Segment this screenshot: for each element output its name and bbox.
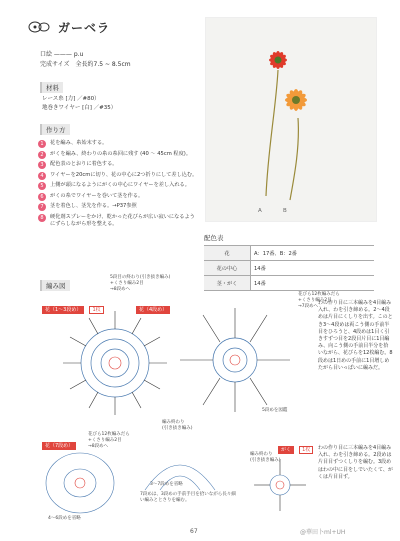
materials-line-2: 地巻きワイヤー [白] ／#35） <box>42 105 117 111</box>
flower-b-label: 花（4段め） <box>136 306 170 314</box>
flower-ornament-icon <box>28 20 54 34</box>
diagram-note-right: 花びら12枚編みだら +くさり編み2目 →7段めへ <box>298 292 340 309</box>
howto-step: 8 硬化剤スプレーをかけ、乾かった花びらが広い寂いになるようにずらしながら形を整える。 <box>38 214 198 228</box>
color-table-heading: 配色表 <box>204 234 224 242</box>
crochet-chart-calyx <box>248 455 313 515</box>
howto-step: 3 配色表のとおりに着色する。 <box>38 161 198 169</box>
flower-a-count: 1枚 <box>89 306 103 314</box>
diagram-note-rows: 5段めを図鑑 <box>262 408 288 413</box>
diagram-note-end: 編み終わり (引き抜き編み) <box>162 420 193 431</box>
crochet-chart-flower-petals <box>175 300 300 418</box>
diagram-note-end2: 編み終わり (引き抜き編み) <box>250 452 281 463</box>
calyx-count: 1枚 <box>299 446 313 454</box>
howto-step: 5 上側が頭になるようにがくの中心にワイヤーを差し入れる。 <box>38 182 198 190</box>
diagram-body-right: わの作り目に三本編みを4目編み入れ、わを引き締める。2～4段めは片目にくしりを出す。このとき3～4段めは両こう側の手前半目をひろうと、4段めは1目く引きすずつ目を2段目片目に1目編み、向こう側の手前目半分を拾いながら、花びらを12枚編む。8段めは1日めの手前に1目増しめたがら目いっぱいに編みだ。 <box>318 300 393 371</box>
flower-c-label: 花（7段め） <box>42 442 76 450</box>
crochet-chart-row7 <box>40 445 120 520</box>
crochet-chart-flower-main <box>40 305 195 423</box>
howto-step: 7 茎を着色し、茎先を作る。→P37参照 <box>38 203 198 211</box>
page-title-bar <box>28 16 178 38</box>
gerbera-illustration <box>206 18 376 221</box>
howto-step: 6 がくの糸でワイヤーを巻いて茎を作る。 <box>38 193 198 201</box>
howto-steps <box>38 140 198 230</box>
diagram-heading: 編み図 <box>40 280 70 291</box>
diagram-body-right2: わの作り目に三本編みを4目編み入れ、わを引き締める。2段めは片目目ずつくしりを編む。3段めはわの中に目をしでいたくて、がくは片目目ず。 <box>318 445 393 480</box>
photo-caption-a: A <box>258 208 262 214</box>
calyx-label: がく <box>278 446 294 454</box>
diagram-note-top: 5段目の終わり(引き抜き編み) +くさり編み2目 →8段めへ <box>110 275 171 292</box>
howto-step: 4 ワイヤーを20cmに切り、花の中心に2つ折りにして差し込む。 <box>38 172 198 180</box>
howto-heading: 作り方 <box>40 124 70 135</box>
table-row: 花の中心 14番 <box>204 261 374 276</box>
page-number: 67 <box>190 528 198 535</box>
table-row: 花 A：17番、B：2番 <box>204 246 374 261</box>
photo-caption-b: B <box>283 208 287 214</box>
howto-step: 2 がくを編み、終わりの糸の糸回に残す (40 ～ 45cm 程度)。 <box>38 151 198 159</box>
watermark: @華田卜ml+UH <box>300 529 346 536</box>
size-label: 口絵 ——— p.u <box>40 51 84 58</box>
howto-step: 1 花を編み、糸始末する。 <box>38 140 198 148</box>
materials-line-1: レース糸 [力] ／#80） <box>42 96 100 102</box>
flower-a-label: 花（1～3段め） <box>42 306 84 314</box>
color-table <box>204 245 374 291</box>
gerbera-photo <box>205 17 377 222</box>
table-row: 茎・がく 14番 <box>204 276 374 291</box>
calyx-label-wrap <box>278 436 313 455</box>
diagram-note-rows2: 4～6段めを省略 <box>48 516 81 521</box>
finished-size: 完成サイズ 全長約7.5 ~ 8.5cm <box>40 61 131 68</box>
diagram-body-bottom: 7段めは、3段めの手前手目を拾いながら長々細い編みととさりを編む。 <box>140 492 236 503</box>
diagram-note-rows3: 3～7段めを省略 <box>150 482 183 487</box>
materials-heading: 材料 <box>40 82 63 93</box>
page-title: ガーベラ <box>58 20 111 35</box>
diagram-note-c: 花びら12枚編みだら +くさり編み2目 →8段めへ <box>88 432 130 449</box>
